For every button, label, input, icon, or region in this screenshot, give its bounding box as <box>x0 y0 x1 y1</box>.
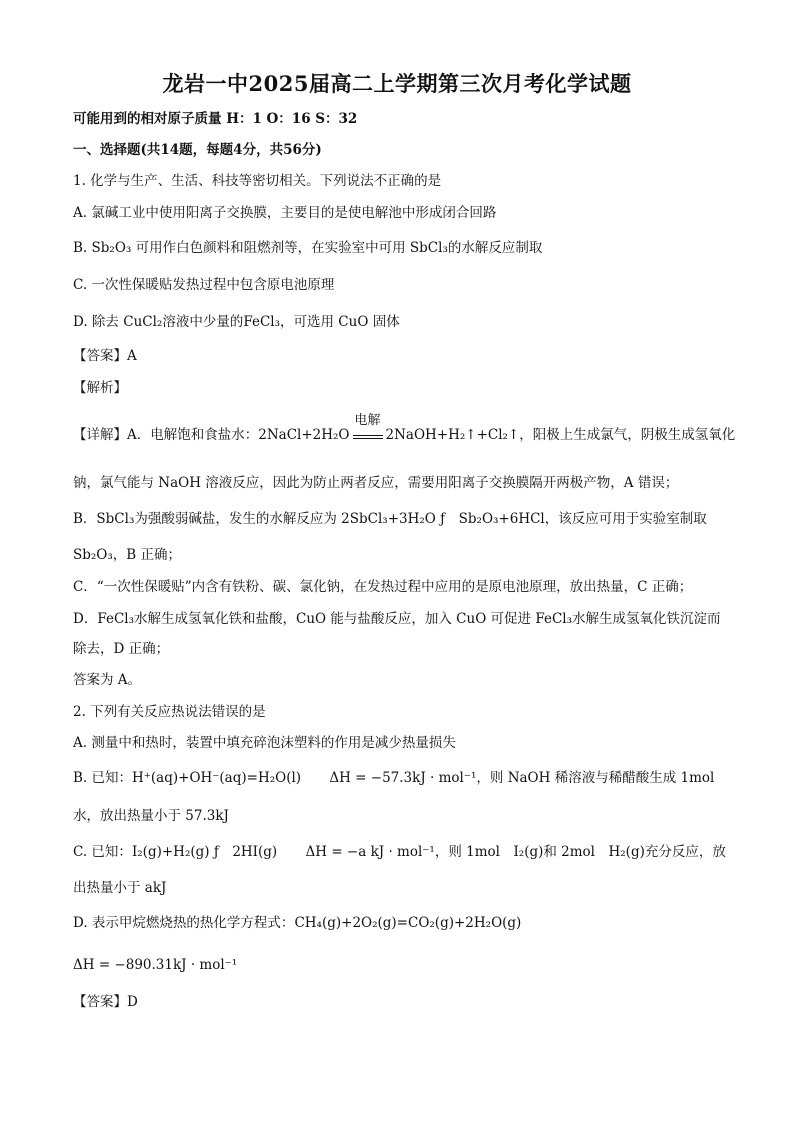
q2-answer: 【答案】D <box>73 994 138 1010</box>
q1-detail-d-line1: D．FeCl₃水解生成氢氧化铁和盐酸，CuO 能与盐酸反应，加入 CuO 可促进 FeCl₃水解生成氢氧化铁沉淀而 <box>73 611 721 627</box>
q2-option-d <box>73 913 521 933</box>
q1-b-suffix: 的水解反应制取 <box>447 240 543 256</box>
q1-detail-b-line1: B．SbCl₃为强酸弱碱盐，发生的水解反应为 2SbCl₃+3H₂O ƒ Sb₂O₃+6HCl，该反应可用于实验室制取 <box>73 511 707 527</box>
q2-option-c-line2: 出热量小于 akJ <box>73 880 167 896</box>
q2-c-delta-h: ΔH = −a kJ · mol⁻¹ <box>305 844 435 860</box>
q1-option-d <box>73 312 400 332</box>
electrolysis-arrow <box>353 412 383 439</box>
q2-c-suffix: ，则 1mol I₂(g)和 2mol H₂(g)充分反应，放 <box>434 844 726 860</box>
q1-d-prefix: D. 除去 <box>73 314 119 330</box>
q2-option-b <box>73 768 714 788</box>
q1-detail-a <box>73 412 736 445</box>
q1-b-mid: 可用作白色颜料和阻燃剂等，在实验室中可用 <box>135 240 406 256</box>
q2-option-a: A. 测量中和热时，装置中填充碎泡沫塑料的作用是减少热量损失 <box>73 735 456 751</box>
q2-d-equation: CH₄(g)+2O₂(g)=CO₂(g)+2H₂O(g) <box>294 915 522 931</box>
q1-d-suffix: ，可选用 CuO 固体 <box>280 314 400 330</box>
q1-answer: 【答案】A <box>73 348 137 364</box>
q1-option-c: C. 一次性保暖贴发热过程中包含原电池原理 <box>73 277 335 293</box>
q2-d-delta-h: ΔH = −890.31kJ · mol⁻¹ <box>73 957 238 973</box>
q2-b-equation: H⁺(aq)+OH⁻(aq)=H₂O(l) <box>132 770 302 786</box>
q2-c-prefix: C. 已知： <box>73 844 132 860</box>
q2-b-suffix: ，则 NaOH 稀溶液与稀醋酸生成 1mol <box>476 770 715 786</box>
q2-c-equation: I₂(g)+H₂(g) ƒ 2HI(g) <box>131 844 278 860</box>
q1-conclusion: 答案为 A。 <box>73 672 142 688</box>
q2-option-c <box>73 842 726 862</box>
q2-d-prefix: D. 表示甲烷燃烧热的热化学方程式： <box>73 915 295 931</box>
q1-option-b <box>73 238 542 258</box>
q1-b-formula-sbcl3: SbCl₃ <box>409 240 448 256</box>
q1-detail-d-line2: 除去，D 正确； <box>73 641 170 657</box>
q1-analysis-heading: 【解析】 <box>73 380 127 396</box>
q1-b-prefix: B. <box>73 240 88 256</box>
q2-option-b-line2: 水，放出热量小于 57.3kJ <box>73 808 229 824</box>
equals-sign-icon <box>353 435 383 439</box>
q1-detail-a-line2: 钠，氯气能与 NaOH 溶液反应，因此为防止两者反应，需要用阳离子交换膜隔开两极产物，A 错误； <box>73 475 679 491</box>
q1-detail-b-line2: Sb₂O₃，B 正确； <box>73 547 181 563</box>
electrolysis-label: 电解 <box>354 412 381 428</box>
q1-detail-c: C．“一次性保暖贴”内含有铁粉、碳、氯化钠，在发热过程中应用的是原电池原理，放出热量，C 正确； <box>73 579 693 595</box>
q1-d-formula-cucl2: CuCl₂ <box>123 314 163 330</box>
atomic-masses: 可能用到的相对原子质量 H：1 O：16 S：32 <box>73 111 358 127</box>
q2-b-delta-h: ΔH = −57.3kJ · mol⁻¹ <box>329 770 477 786</box>
q1-b-formula-sb2o3: Sb₂O₃ <box>91 240 132 256</box>
q2-b-prefix: B. 已知： <box>73 770 133 786</box>
q1-d-mid: 溶液中少量的 <box>162 314 244 330</box>
page-title: 龙岩一中2025届高二上学期第三次月考化学试题 <box>162 71 632 96</box>
section-title: 一、选择题(共14题，每题4分，共56分) <box>73 142 322 158</box>
q2-stem: 2. 下列有关反应热说法错误的是 <box>73 704 266 720</box>
q1-d-formula-fecl3: FeCl₃ <box>243 314 281 330</box>
q1-stem: 1. 化学与生产、生活、科技等密切相关。下列说法不正确的是 <box>73 173 442 189</box>
q1-option-a: A. 氯碱工业中使用阳离子交换膜，主要目的是使电解池中形成闭合回路 <box>73 205 497 221</box>
q1-detail-a-prefix: 【详解】A．电解饱和食盐水：2NaCl+2H₂O <box>73 427 350 443</box>
q1-detail-a-suffix: 2NaOH+H₂↑+Cl₂↑，阳极上生成氯气，阴极生成氢氧化 <box>385 427 736 443</box>
